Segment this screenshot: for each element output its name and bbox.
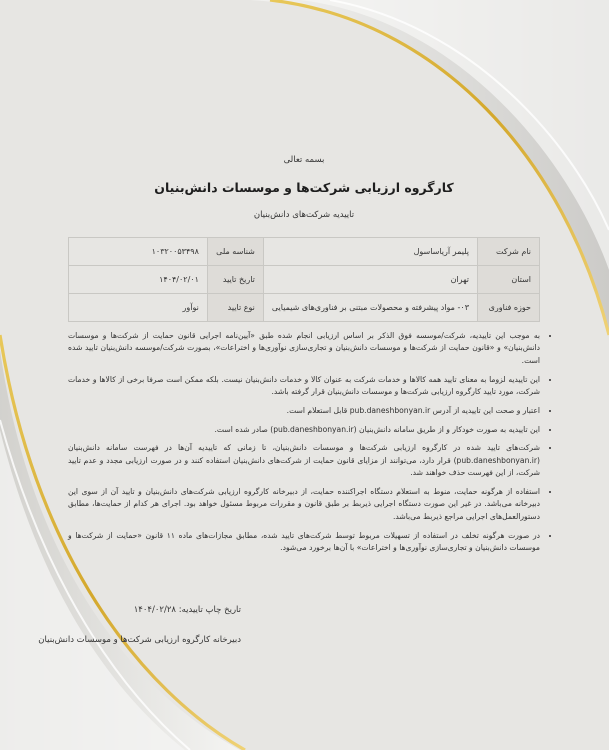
national-id-label: شناسه ملی: [207, 238, 263, 266]
list-item: • اعتبار و صحت این تاییدیه از آدرس pub.daneshbonyan.ir قابل استعلام است.: [68, 405, 540, 417]
table-row: [69, 294, 540, 322]
tech-field-label: حوزه فناوری: [478, 294, 540, 322]
list-item: • این تاییدیه به صورت خودکار و از طریق سامانه دانش‌بنیان (pub.daneshbonyan.ir) صادر شده است.: [68, 424, 540, 436]
list-item: • استفاده از هرگونه حمایت، منوط به استعلام دستگاه اجراکننده حمایت، از دبیرخانه کارگروه ارزیابی شرکت‌های دانش‌بنیان و تایید آن از سوی این دبیرخانه می‌باشد. در غیر این صورت دستگاه اجرایی ذیربط بر طبق قانون و مقررات مربوط مسئول خواهد بود. اجرای هر کدام از حمایت‌ها، مطابق دستورالعمل‌های اجرایی مراجع ذیربط می‌باشد.: [68, 486, 540, 523]
page-title: کارگروه ارزیابی شرکت‌ها و موسسات دانش‌بنیان: [154, 180, 454, 195]
page-subtitle: تاییدیه شرکت‌های دانش‌بنیان: [253, 210, 355, 220]
tech-field-value: ۰۳- مواد پیشرفته و محصولات مبتنی بر فناوری‌های شیمیایی: [263, 294, 477, 322]
bismillah: بسمه تعالی: [283, 155, 325, 165]
company-name-value: پلیمر آریاساسول: [263, 238, 477, 266]
approval-date-label: تاریخ تایید: [207, 266, 263, 294]
list-item: • در صورت هرگونه تخلف در استفاده از تسهیلات مربوط توسط شرکت‌های تایید شده، مطابق مجازات‌های ماده ۱۱ قانون «حمایت از شرکت‌ها و موسسات دانش‌بنیان و تجاری‌سازی نوآوری‌ها و اختراعات» با آن‌ها برخورد می‌شود.: [68, 530, 540, 555]
table-row: [69, 238, 540, 266]
approval-type-value: نوآور: [69, 294, 208, 322]
national-id-value: ۱۰۳۲۰۰۵۳۴۹۸: [69, 238, 208, 266]
secretariat-signature: دبیرخانه کارگروه ارزیابی شرکت‌ها و موسسات دانش‌بنیان: [38, 635, 241, 645]
table-row: [69, 266, 540, 294]
approval-type-label: نوع تایید: [207, 294, 263, 322]
list-item: • شرکت‌های تایید شده در کارگروه ارزیابی شرکت‌ها و موسسات دانش‌بنیان، تا زمانی که تاییدیه آن‌ها در فهرست سامانه دانش‌بنیان (pub.daneshbonyan.ir) قرار دارد، می‌توانند از مزایای قانون حمایت از شرکت‌های دانش‌بنیان استفاده کنند و در صورت ارزیابی مجدد و عدم تایید شرکت، از این فهرست حذف خواهند شد.: [68, 442, 540, 479]
province-value: تهران: [263, 266, 477, 294]
company-info-table: [68, 237, 540, 322]
list-item: • به موجب این تاییدیه، شرکت/موسسه فوق الذکر بر اساس ارزیابی انجام شده طبق «آیین‌نامه اجرایی قانون حمایت از شرکت‌ها و موسسات دانش‌بنیان» و «قانون حمایت از شرکت‌ها و موسسات دانش‌بنیان و تجاری‌سازی نوآوری‌ها و اختراعات»، بصورت شرکت/موسسه دانش‌بنیان تایید شده است.: [68, 330, 540, 367]
approval-date-value: ۱۴۰۴/۰۲/۰۱: [69, 266, 208, 294]
province-label: استان: [478, 266, 540, 294]
list-item: • این تاییدیه لزوما به معنای تایید همه کالاها و خدمات شرکت به عنوان کالا و خدمات دانش‌بنیان نیست. بلکه ممکن است صرفا برخی از کالاها و خدمات شرکت، مورد تایید کارگروه ارزیابی شرکت‌ها و موسسات دانش‌بنیان قرار گرفته باشد.: [68, 374, 540, 399]
notes-list: [68, 330, 552, 561]
print-date: تاریخ چاپ تاییدیه: ۱۴۰۴/۰۲/۲۸: [133, 605, 241, 615]
company-name-label: نام شرکت: [478, 238, 540, 266]
